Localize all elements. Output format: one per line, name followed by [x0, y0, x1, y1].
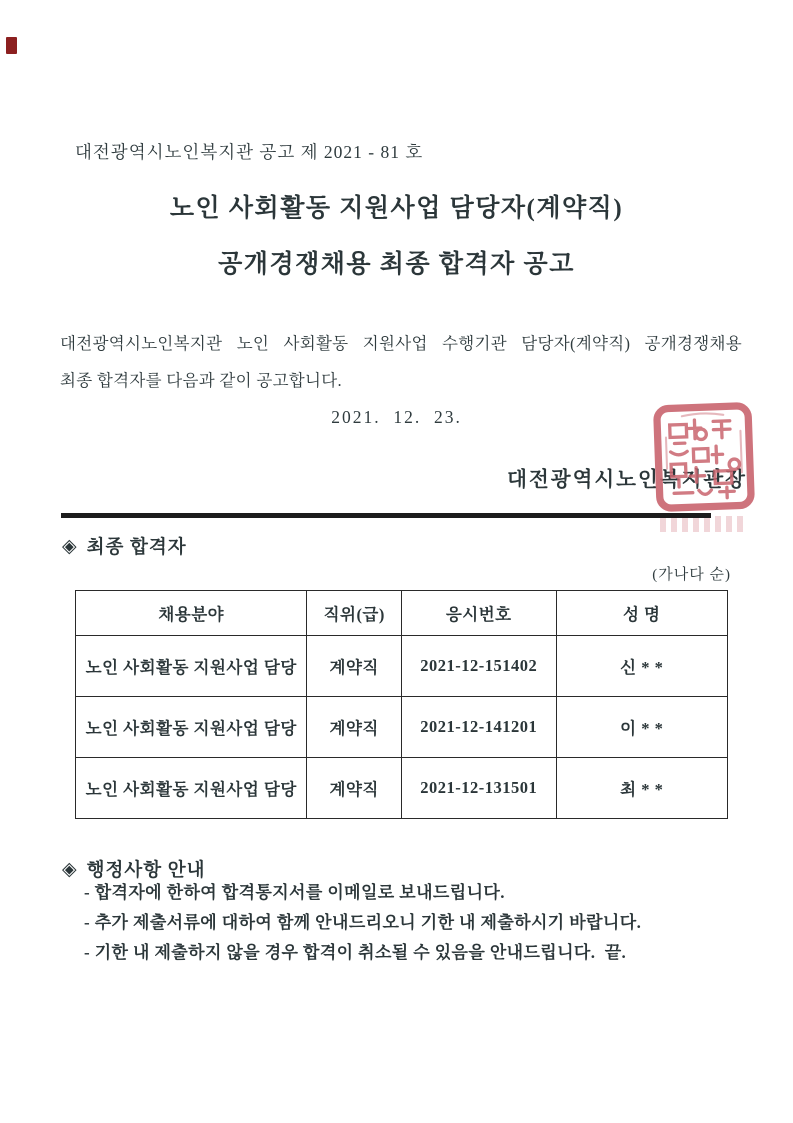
admin-note-item: - 추가 제출서류에 대하여 함께 안내드리오니 기한 내 제출하시기 바랍니다.	[84, 913, 642, 932]
section-divider-line	[61, 513, 711, 518]
cell-application-number: 2021-12-131501	[401, 758, 556, 819]
admin-note-item: - 합격자에 한하여 합격통지서를 이메일로 보내드립니다.	[84, 883, 505, 902]
body-line-2: 최종 합격자를 다음과 같이 공고합니다.	[60, 371, 342, 390]
results-table	[75, 590, 728, 819]
signer-name: 대전광역시노인복지관장	[507, 469, 747, 491]
alphabetical-order-note: (가나다 순)	[652, 567, 731, 583]
final-passers-heading	[62, 533, 187, 559]
seal-ink-smudge	[660, 516, 748, 532]
table-row	[76, 758, 728, 819]
body-line-1: 대전광역시노인복지관 노인 사회활동 지원사업 수행기관 담당자(계약직) 공개경쟁채용	[60, 334, 742, 353]
body-paragraph	[60, 330, 742, 391]
cell-name: 최 * *	[556, 758, 728, 819]
title-line-1: 노인 사회활동 지원사업 담당자(계약직)	[169, 195, 624, 222]
header-name: 성 명	[556, 591, 728, 636]
diamond-bullet-icon: ◈	[62, 858, 78, 880]
admin-notes-list	[84, 884, 744, 961]
cell-grade: 계약직	[307, 636, 402, 697]
admin-note-item: - 기한 내 제출하지 않을 경우 합격이 취소될 수 있음을 안내드립니다. 끝.	[84, 943, 627, 962]
cell-field: 노인 사회활동 지원사업 담당	[76, 697, 307, 758]
table-header-row	[76, 591, 728, 636]
cell-grade: 계약직	[307, 758, 402, 819]
notice-number: 대전광역시노인복지관 공고 제 2021 - 81 호	[75, 142, 424, 162]
header-position-grade: 직위(급)	[307, 591, 402, 636]
header-recruitment-field: 채용분야	[76, 591, 307, 636]
diamond-bullet-icon: ◈	[62, 535, 78, 557]
cell-application-number: 2021-12-141201	[401, 697, 556, 758]
announcement-date: 2021. 12. 23.	[331, 407, 462, 427]
table-row	[76, 697, 728, 758]
document-title	[0, 196, 793, 277]
admin-notes-heading-label: 행정사항 안내	[86, 861, 206, 881]
title-line-2: 공개경쟁채용 최종 합격자 공고	[218, 251, 575, 278]
scan-artifact-mark	[6, 37, 17, 54]
cell-name: 이 * *	[556, 697, 728, 758]
cell-name: 신 * *	[556, 636, 728, 697]
admin-notes-heading	[62, 856, 205, 882]
cell-application-number: 2021-12-151402	[401, 636, 556, 697]
header-application-number: 응시번호	[401, 591, 556, 636]
cell-field: 노인 사회활동 지원사업 담당	[76, 758, 307, 819]
cell-field: 노인 사회활동 지원사업 담당	[76, 636, 307, 697]
table-row	[76, 636, 728, 697]
official-seal-stamp-icon	[652, 401, 756, 513]
final-passers-heading-label: 최종 합격자	[86, 538, 187, 558]
cell-grade: 계약직	[307, 697, 402, 758]
